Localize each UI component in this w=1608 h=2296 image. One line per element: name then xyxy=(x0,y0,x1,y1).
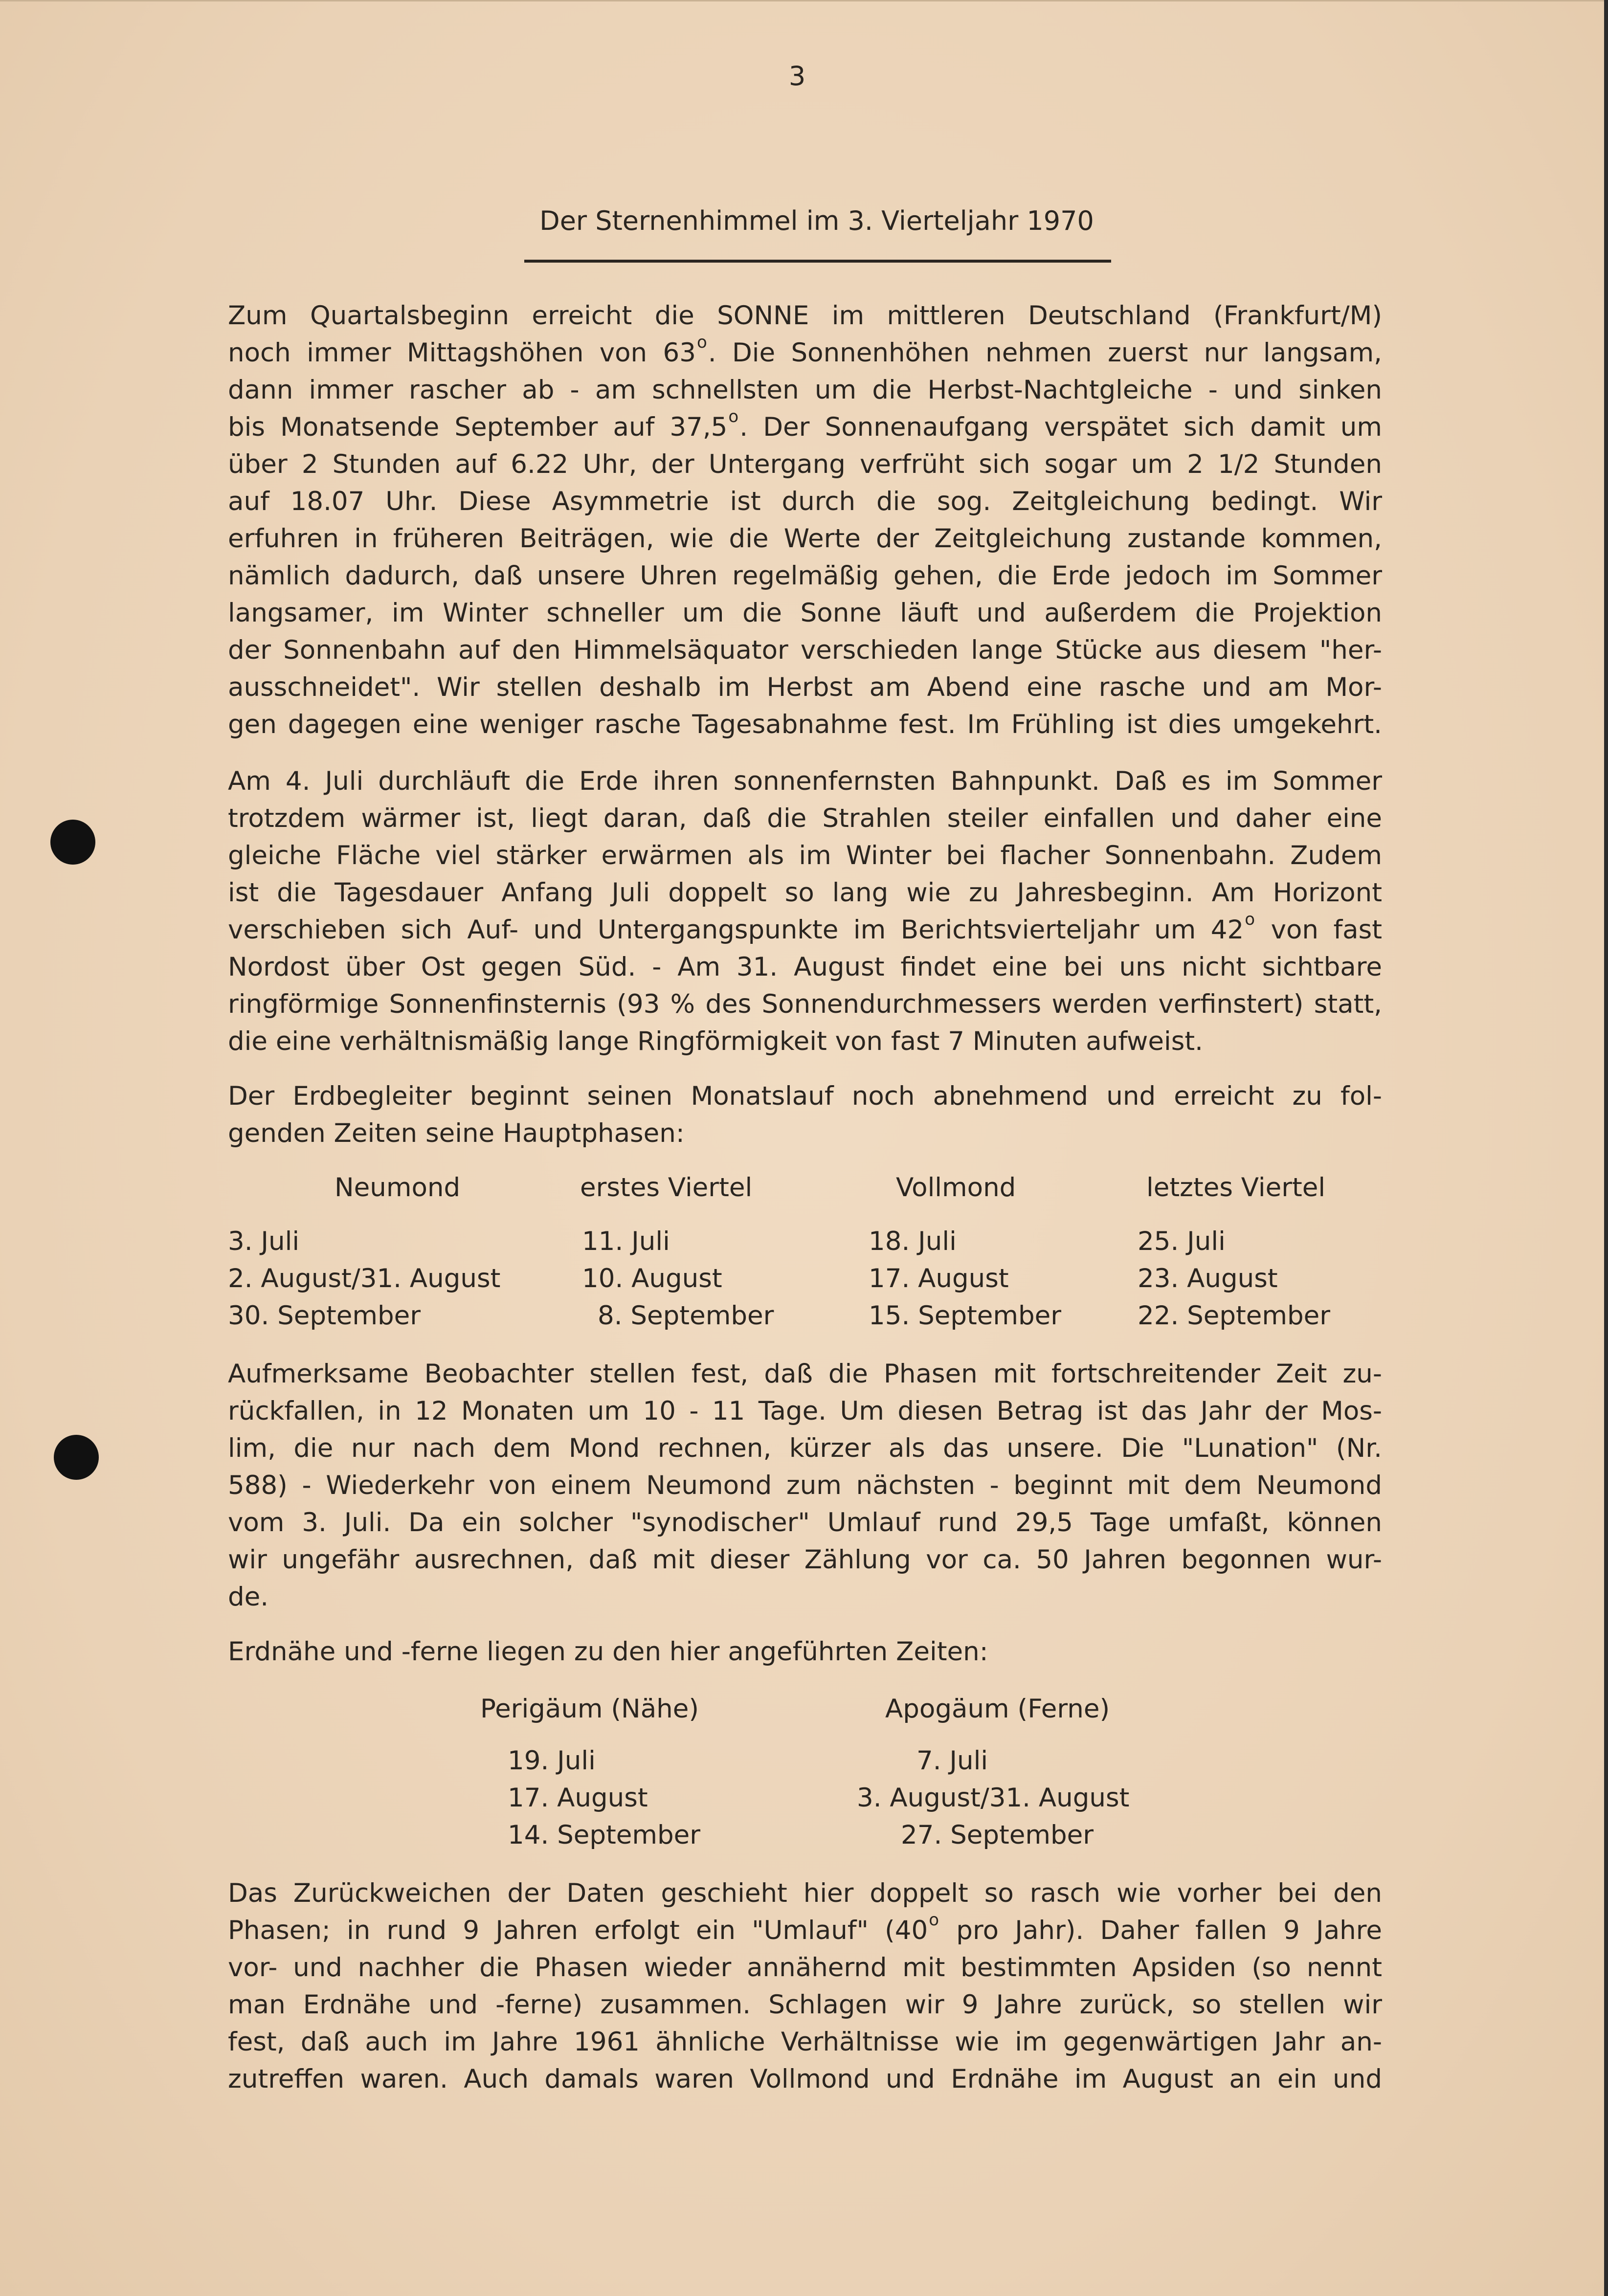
text-line: vom 3. Juli. Da ein solcher "synodischer" Umlauf rund 29,5 Tage umfaßt, können xyxy=(228,1508,1382,1538)
paragraph-apsides-cycle xyxy=(228,1875,1382,2098)
table-cell: 19. Juli xyxy=(508,1746,596,1776)
paragraph-earth-orbit xyxy=(228,763,1382,1060)
text-line: noch immer Mittagshöhen von 63$^o$. Die Sonnenhöhen nehmen zuerst nur langsam, xyxy=(228,333,1382,368)
text-line: über 2 Stunden auf 6.22 Uhr, der Untergang verfrüht sich sogar um 2 1/2 Stunden xyxy=(228,449,1382,479)
table-header: Apogäum (Ferne) xyxy=(885,1694,1110,1724)
table-cell: 7. Juli xyxy=(916,1746,988,1776)
table-cell: 8. September xyxy=(598,1301,774,1331)
text-line: de. xyxy=(228,1582,269,1612)
text-line: erfuhren in früheren Beiträgen, wie die Werte der Zeitgleichung zustande kommen, xyxy=(228,524,1382,554)
text-line: die eine verhältnismäßig lange Ringförmigkeit von fast 7 Minuten aufweist. xyxy=(228,1026,1203,1056)
text-line: Der Erdbegleiter beginnt seinen Monatslauf noch abnehmend und erreicht zu fol- xyxy=(228,1081,1382,1111)
text-line: nämlich dadurch, daß unsere Uhren regelmäßig gehen, die Erde jedoch im Sommer xyxy=(228,561,1382,591)
table-header: Neumond xyxy=(335,1173,461,1203)
degree-sign: o xyxy=(696,333,707,352)
text-line: langsamer, im Winter schneller um die Sonne läuft und außerdem die Projektion xyxy=(228,598,1382,628)
punch-hole-bottom xyxy=(54,1435,99,1480)
text-line: dann immer rascher ab - am schnellsten um die Herbst-Nachtgleiche - und sinken xyxy=(228,375,1382,405)
text-line: Phasen; in rund 9 Jahren erfolgt ein "Umlauf" (40$^o$ pro Jahr). Daher fallen 9 Jahre xyxy=(228,1910,1382,1945)
table-cell: 17. August xyxy=(869,1264,1009,1293)
page-number: 3 xyxy=(788,61,806,91)
text-line: ringförmige Sonnenfinsternis (93 % des Sonnendurchmessers werden verfinstert) statt, xyxy=(228,989,1382,1019)
text-line: Aufmerksame Beobachter stellen fest, daß die Phasen mit fortschreitender Zeit zu- xyxy=(228,1359,1382,1389)
punch-hole-top xyxy=(50,820,95,865)
text-line: Erdnähe und -ferne liegen zu den hier angeführten Zeiten: xyxy=(228,1637,988,1667)
table-cell: 3. Juli xyxy=(228,1226,300,1256)
table-cell: 11. Juli xyxy=(582,1226,670,1256)
text-line: fest, daß auch im Jahre 1961 ähnliche Verhältnisse wie im gegenwärtigen Jahr an- xyxy=(228,2027,1382,2057)
page-title: Der Sternenhimmel im 3. Vierteljahr 1970 xyxy=(539,205,1094,236)
text-line: 588) - Wiederkehr von einem Neumond zum nächsten - beginnt mit dem Neumond xyxy=(228,1471,1382,1500)
table-cell: 3. August/31. August xyxy=(857,1783,1130,1813)
text-line: lim, die nur nach dem Mond rechnen, kürzer als das unsere. Die "Lunation" (Nr. xyxy=(228,1433,1382,1463)
table-cell: 22. September xyxy=(1138,1301,1331,1331)
text-line: genden Zeiten seine Hauptphasen: xyxy=(228,1118,685,1148)
table-header: letztes Viertel xyxy=(1146,1173,1326,1203)
text-line: der Sonnenbahn auf den Himmelsäquator verschieden lange Stücke aus diesem "her- xyxy=(228,635,1382,665)
text-line: ist die Tagesdauer Anfang Juli doppelt so lang wie zu Jahresbeginn. Am Horizont xyxy=(228,878,1382,908)
text-line: vor- und nachher die Phasen wieder annähernd mit bestimmten Apsiden (so nennt xyxy=(228,1953,1382,1983)
table-cell: 30. September xyxy=(228,1301,421,1331)
table-header: Perigäum (Nähe) xyxy=(480,1694,699,1724)
paragraph-sun xyxy=(228,297,1382,743)
table-cell: 17. August xyxy=(508,1783,648,1813)
text-line: Nordost über Ost gegen Süd. - Am 31. August findet eine bei uns nicht sichtbare xyxy=(228,952,1382,982)
table-cell: 18. Juli xyxy=(869,1226,957,1256)
table-cell: 10. August xyxy=(582,1264,722,1293)
text-line: ausschneidet". Wir stellen deshalb im Herbst am Abend eine rasche und am Mor- xyxy=(228,672,1382,702)
text-line: Am 4. Juli durchläuft die Erde ihren sonnenfernsten Bahnpunkt. Daß es im Sommer xyxy=(228,766,1382,796)
degree-sign: o xyxy=(929,1910,939,1930)
page-top-edge xyxy=(0,0,1608,1)
paragraph-lunation xyxy=(228,1356,1382,1616)
text-line: auf 18.07 Uhr. Diese Asymmetrie ist durch die sog. Zeitgleichung bedingt. Wir xyxy=(228,487,1382,516)
text-line: verschieben sich Auf- und Untergangspunkte im Berichtsvierteljahr um 42$^o$ von fast xyxy=(228,910,1382,945)
table-cell: 14. September xyxy=(508,1820,701,1850)
text-line: Das Zurückweichen der Daten geschieht hier doppelt so rasch wie vorher bei den xyxy=(228,1878,1382,1908)
text-line: man Erdnähe und -ferne) zusammen. Schlagen wir 9 Jahre zurück, so stellen wir xyxy=(228,1990,1382,2020)
text-line: bis Monatsende September auf 37,5$^o$. Der Sonnenaufgang verspätet sich damit um xyxy=(228,407,1382,442)
title-underline xyxy=(524,260,1111,263)
page-right-edge xyxy=(1604,0,1608,2296)
text-line: trotzdem wärmer ist, liegt daran, daß die Strahlen steiler einfallen und daher eine xyxy=(228,803,1382,833)
paragraph-apsides-intro xyxy=(228,1633,1382,1671)
table-header: Vollmond xyxy=(896,1173,1016,1203)
degree-sign: o xyxy=(728,407,739,426)
text-line: Zum Quartalsbeginn erreicht die SONNE im mittleren Deutschland (Frankfurt/M) xyxy=(228,301,1382,331)
degree-sign: o xyxy=(1245,910,1255,929)
paragraph-moon-intro xyxy=(228,1078,1382,1152)
table-cell: 27. September xyxy=(901,1820,1094,1850)
text-line: gen dagegen eine weniger rasche Tagesabnahme fest. Im Frühling ist dies umgekehrt. xyxy=(228,710,1382,739)
text-line: gleiche Fläche viel stärker erwärmen als im Winter bei flacher Sonnenbahn. Zudem xyxy=(228,841,1382,870)
table-cell: 23. August xyxy=(1138,1264,1278,1293)
table-header: erstes Viertel xyxy=(580,1173,753,1203)
text-line: wir ungefähr ausrechnen, daß mit dieser Zählung vor ca. 50 Jahren begonnen wur- xyxy=(228,1545,1382,1575)
table-cell: 15. September xyxy=(869,1301,1062,1331)
text-line: zutreffen waren. Auch damals waren Vollmond und Erdnähe im August an ein und xyxy=(228,2064,1382,2094)
table-cell: 2. August/31. August xyxy=(228,1264,501,1293)
text-line: rückfallen, in 12 Monaten um 10 - 11 Tage. Um diesen Betrag ist das Jahr der Mos- xyxy=(228,1396,1382,1426)
table-cell: 25. Juli xyxy=(1138,1226,1226,1256)
